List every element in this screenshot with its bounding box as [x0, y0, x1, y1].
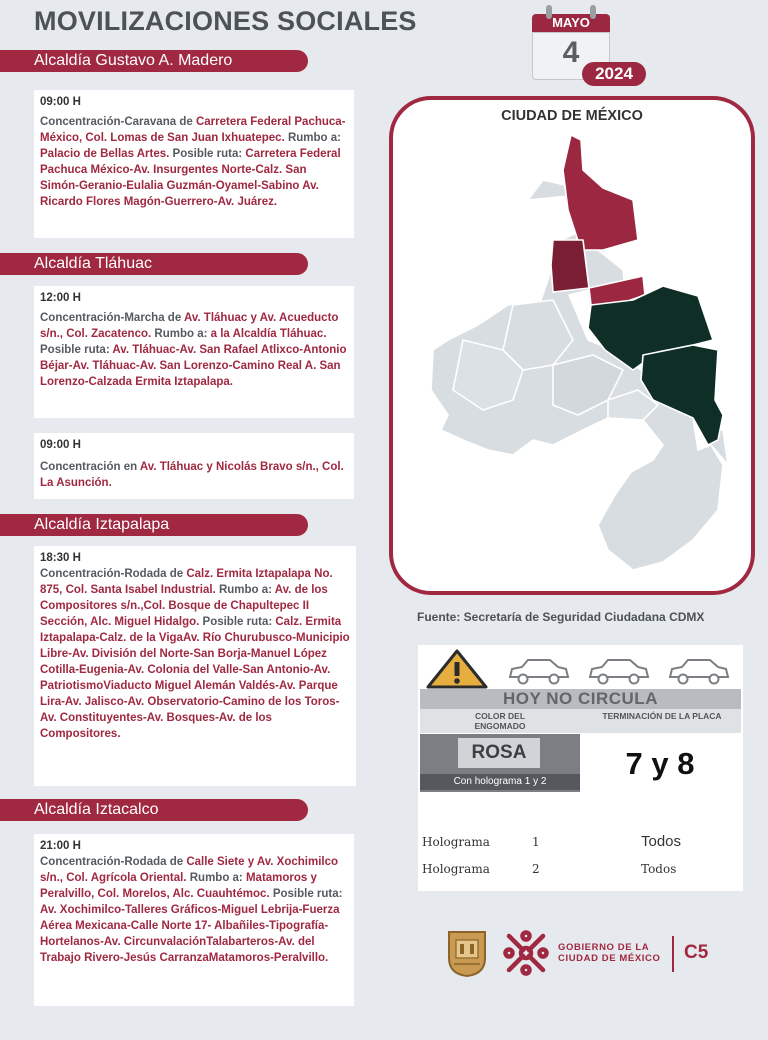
- car-icon: [666, 657, 730, 685]
- car-icon: [506, 657, 570, 685]
- calendar-month: MAYO: [532, 14, 610, 32]
- event-description: Concentración-Caravana de Carretera Federal Pachuca-México, Col. Lomas de San Juan Ixhuatepec. Rumbo a: Palacio de Bellas Artes. Posible ruta: Carretera Federal Pachuca México-Av. Insurgentes Norte-Calz. San Simón-Geranio-Eulalia Guzmán-Oyamel-Sabino Av. Ricardo Flores Magón-Guerrero-Av. Juárez.: [40, 116, 346, 208]
- color-name: ROSA: [458, 738, 540, 768]
- event-card: [34, 286, 354, 418]
- hologram-number: 1: [532, 835, 540, 849]
- hologram-label: Holograma: [422, 862, 490, 876]
- hnc-subheader: [420, 709, 741, 733]
- event-description: Concentración en Av. Tláhuac y Nicolás Bravo s/n., Col. La Asunción.: [40, 461, 344, 489]
- alcaldia-banner: Alcaldía Gustavo A. Madero: [0, 50, 308, 72]
- map-title: CIUDAD DE MÉXICO: [501, 108, 643, 124]
- event-card: [34, 834, 354, 1006]
- footer-divider: [672, 936, 674, 972]
- map-region-azcapotzalco: [551, 240, 589, 292]
- hologram-label: Holograma: [422, 835, 490, 849]
- plate-endings: 7 y 8: [625, 746, 695, 781]
- calendar-day: 4: [532, 32, 610, 80]
- event-description: Concentración-Rodada de Calz. Ermita Iztapalapa No. 875, Col. Santa Isabel Industrial. Rumbo a: Av. de los Compositores s/n.,Col. Bosque de Chapultepec II Sección, Alc. Miguel Hidalgo. Posible ruta: Calz. Ermita Iztapalapa-Calz. de la VigaAv. Río Churubusco-Municipio Libre-Av. División del Norte-San Borja-Manuel López Cotilla-Eugenia-Av. Colonia del Valle-San Antonio-Av. PatriotismoViaducto Miguel Alemán Valdés-Av. Parque Lira-Av. Jalisco-Av. Observatorio-Camino de los Toros-Av. Constituyentes-Av. Bosques-Av. de los Compositores.: [40, 568, 350, 740]
- footer-logos: [446, 928, 746, 980]
- hoy-no-circula-panel: [418, 645, 743, 891]
- hologram-number: 2: [532, 862, 540, 876]
- event-time: 09:00 H: [40, 96, 81, 108]
- event-time: 21:00 H: [40, 840, 81, 852]
- car-icon: [586, 657, 650, 685]
- hologram-value: Todos: [641, 862, 677, 876]
- map-panel: [389, 96, 755, 595]
- c5-logo: C5: [684, 942, 709, 963]
- hologram-row: [422, 835, 737, 853]
- event-time: 09:00 H: [40, 439, 81, 451]
- alcaldia-banner: Alcaldía Tláhuac: [0, 253, 308, 275]
- event-time: 18:30 H: [40, 552, 81, 564]
- hnc-title: HOY NO CIRCULA: [420, 689, 741, 709]
- map-region-gam: [563, 135, 638, 250]
- alcaldia-banner: Alcaldía Iztapalapa: [0, 514, 308, 536]
- event-description: Concentración-Rodada de Calle Siete y Av. Xochimilco s/n., Col. Agrícola Oriental. Rumbo a: Matamoros y Peralvillo, Col. Morelos, Alc. Cuauhtémoc. Posible ruta: Av. Xochimilco-Talleres Gráficos-Miguel Lebrija-Fuerza Aérea Mexicana-Calle Norte 17- Albañiles-Tipografía-Hortelanos-Av. CircunvalaciónTalabarteros-Av. del Trabajo Rivero-Jesús CarranzaMatamoros-Peralvillo.: [40, 856, 343, 964]
- hologram-row: [422, 862, 737, 880]
- alcaldia-banner: Alcaldía Iztacalco: [0, 799, 308, 821]
- col-color-label: COLOR DEL ENGOMADO: [474, 711, 526, 731]
- event-description: Concentración-Marcha de Av. Tláhuac y Av. Acueducto s/n., Col. Zacatenco. Rumbo a: a la Alcaldía Tláhuac. Posible ruta: Av. Tláhuac-Av. San Rafael Atlixco-Antonio Béjar-Av. Tláhuac-Av. San Lorenzo-Camino Real A. San Lorenzo-Calzada Ermita Iztapalapa.: [40, 312, 347, 388]
- event-time: 12:00 H: [40, 292, 81, 304]
- source-note: Fuente: Secretaría de Seguridad Ciudadana CDMX: [417, 610, 705, 624]
- cdmx-map: [393, 100, 751, 591]
- hologram-value: Todos: [641, 833, 682, 850]
- calendar-ring: [590, 5, 596, 19]
- color-subtitle: Con holograma 1 y 2: [420, 774, 580, 790]
- warning-icon: [426, 649, 488, 689]
- col-plate-label: TERMINACIÓN DE LA PLACA: [602, 711, 722, 721]
- gobierno-cdmx-text: GOBIERNO DE LA CIUDAD DE MÉXICO: [558, 942, 661, 964]
- event-card: [34, 433, 354, 499]
- gobierno-cdmx-logo: [501, 928, 551, 978]
- cdmx-shield-logo: [446, 928, 488, 978]
- event-card: [34, 90, 354, 238]
- year-badge: 2024: [582, 62, 646, 86]
- calendar-ring: [546, 5, 552, 19]
- event-card: [34, 546, 356, 786]
- color-swatch: [420, 734, 580, 792]
- page-title: MOVILIZACIONES SOCIALES: [34, 6, 417, 36]
